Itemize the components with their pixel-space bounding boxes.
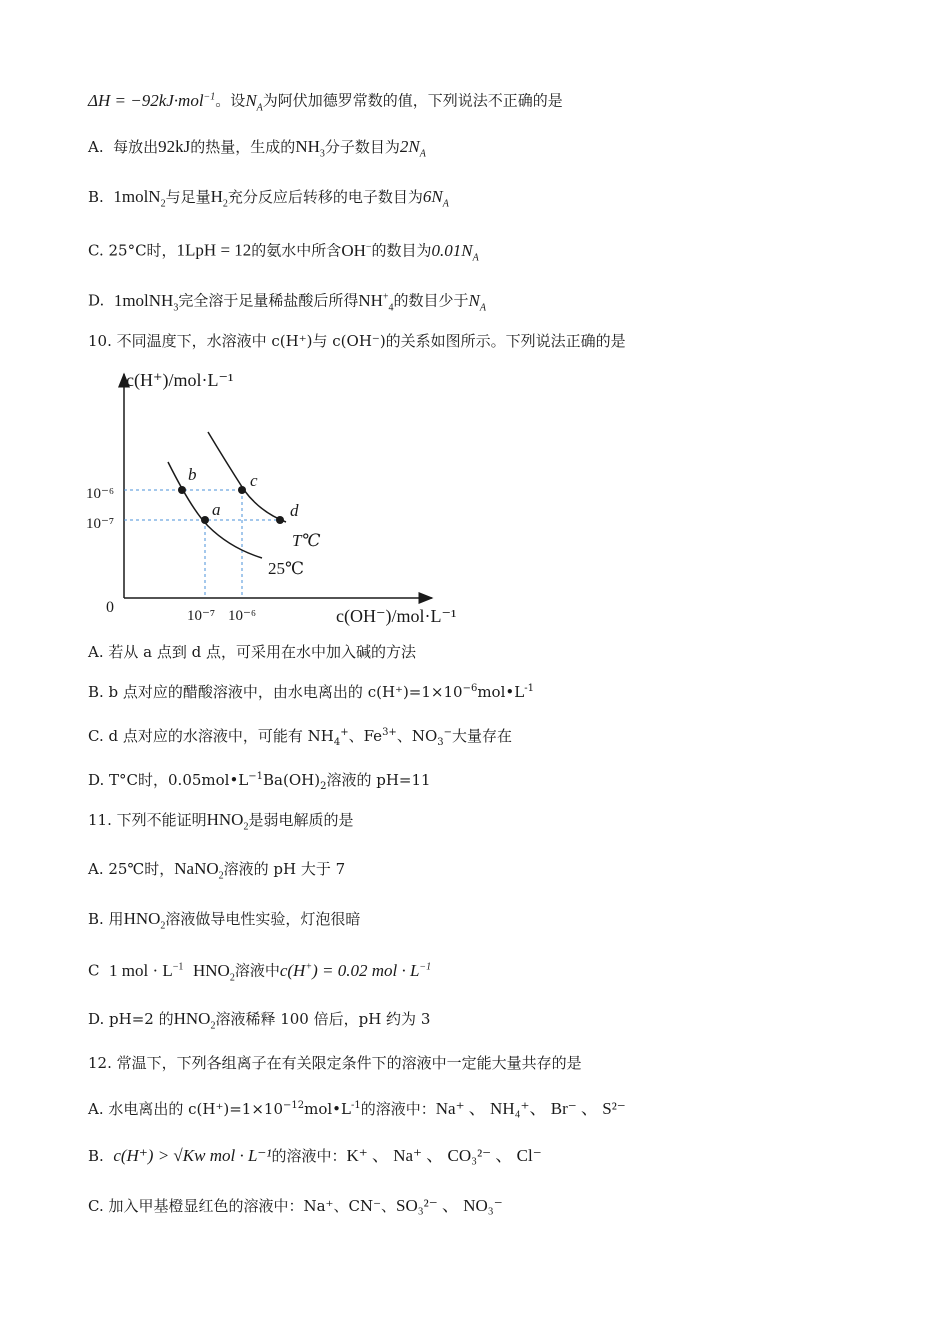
point-c	[238, 486, 246, 494]
q12-option-a: A. 水电离出的 $c(H^+)=1\times 10^{-12}mol•L^{-1}$的溶液中：Na⁺ 、 NH₄⁺、 Br⁻ 、 S²⁻	[88, 1099, 626, 1118]
origin-label: 0	[106, 599, 114, 616]
q12-stem: 12. 常温下，下列各组离子在有关限定条件下的溶液中一定能大量共存的是	[88, 1054, 582, 1072]
point-label-a: a	[212, 500, 221, 519]
point-b	[178, 486, 186, 494]
point-label-c: c	[250, 471, 258, 490]
q9-stem-text-1: 。设	[215, 91, 246, 110]
series-label-25c: 25℃	[268, 559, 305, 578]
point-label-b: b	[188, 465, 197, 484]
q9-enthalpy: ΔH = −92kJ·mol$^{-1}$	[88, 90, 216, 110]
y-tick-label: 10⁻⁶	[86, 486, 115, 502]
x-tick-label: 10⁻⁶	[228, 608, 257, 624]
y-tick-label: 10⁻⁷	[86, 516, 115, 532]
q12-option-b: B. c(H⁺) > √Kw mol · L⁻¹的溶液中：K⁺ 、 Na⁺ 、 CO₃²⁻ 、 Cl⁻	[88, 1146, 542, 1165]
q9-stem	[88, 86, 563, 119]
q9-option-c: C. 25°C时，1LpH = 12的氨水中所含OH−的数目为$0.01N_A$	[88, 240, 479, 264]
point-a	[201, 516, 209, 524]
q11-option-a: A. 25℃时，NaNO$_2$溶液的 pH 大于 7	[88, 859, 346, 882]
q10-option-c: C. d 点对应的水溶液中，可能有 $NH_4^+$、$Fe^{3+}$、$NO_3^-$大量存在	[88, 727, 513, 748]
q9-option-b: B. 1molN$_2$与足量$H_2$充分反应后转移的电子数目为$6N_A$	[88, 187, 449, 210]
q9-stem-text-2: 为阿伏加德罗常数的值，下列说法不正确的是	[262, 91, 563, 110]
x-tick-label: 10⁻⁷	[187, 608, 216, 624]
series-label-tc: T℃	[292, 531, 321, 550]
q10-stem: 10. 不同温度下，水溶液中 c(H⁺)与 c(OH⁻)的关系如图所示。下列说法正确的是	[88, 332, 626, 350]
q10-option-a: A. 若从 a 点到 d 点，可采用在水中加入碱的方法	[88, 643, 416, 661]
q10-option-b: B. b 点对应的醋酸溶液中，由水电离出的 $c(H^+)=1\times 10^{-6}mol•L^{-1}$	[88, 683, 534, 701]
q12-option-c: C. 加入甲基橙显红色的溶液中：Na⁺、CN⁻、SO₃²⁻ 、 NO₃⁻	[88, 1196, 503, 1215]
q11-option-b: B. 用$HNO_2$溶液做导电性实验，灯泡很暗	[88, 909, 361, 932]
q11-option-c: C 1 mol · $L^{-1}$ $HNO_2$溶液中c(H+) = 0.02 mol · $L^{-1}$	[88, 960, 432, 984]
water-ionization-chart	[80, 362, 460, 632]
q9-na-symbol: $N_A$	[245, 90, 263, 114]
q11-stem: 11. 下列不能证明$HNO_2$是弱电解质的是	[88, 810, 354, 833]
y-axis-label: c(H⁺)/mol·L⁻¹	[126, 370, 234, 390]
q9-option-d: D. 1molNH$_3$完全溶于足量稀盐酸后所得$NH^+_4$的数目少于$N_A$	[88, 290, 486, 314]
point-label-d: d	[290, 501, 299, 520]
guide-lines	[124, 490, 280, 598]
point-d	[276, 516, 284, 524]
q10-option-d: D. T°C时，$0.05mol•L^{-1}Ba(OH)_2$溶液的 pH=11	[88, 771, 431, 792]
q9-option-a: A. 每放出92kJ的热量，生成的$NH_3$分子数目为$2N_A$	[88, 137, 426, 160]
q11-option-d: D. pH=2 的$HNO_2$溶液稀释 100 倍后，pH 约为 3	[88, 1009, 431, 1032]
x-axis-label: c(OH⁻)/mol·L⁻¹	[336, 606, 457, 626]
